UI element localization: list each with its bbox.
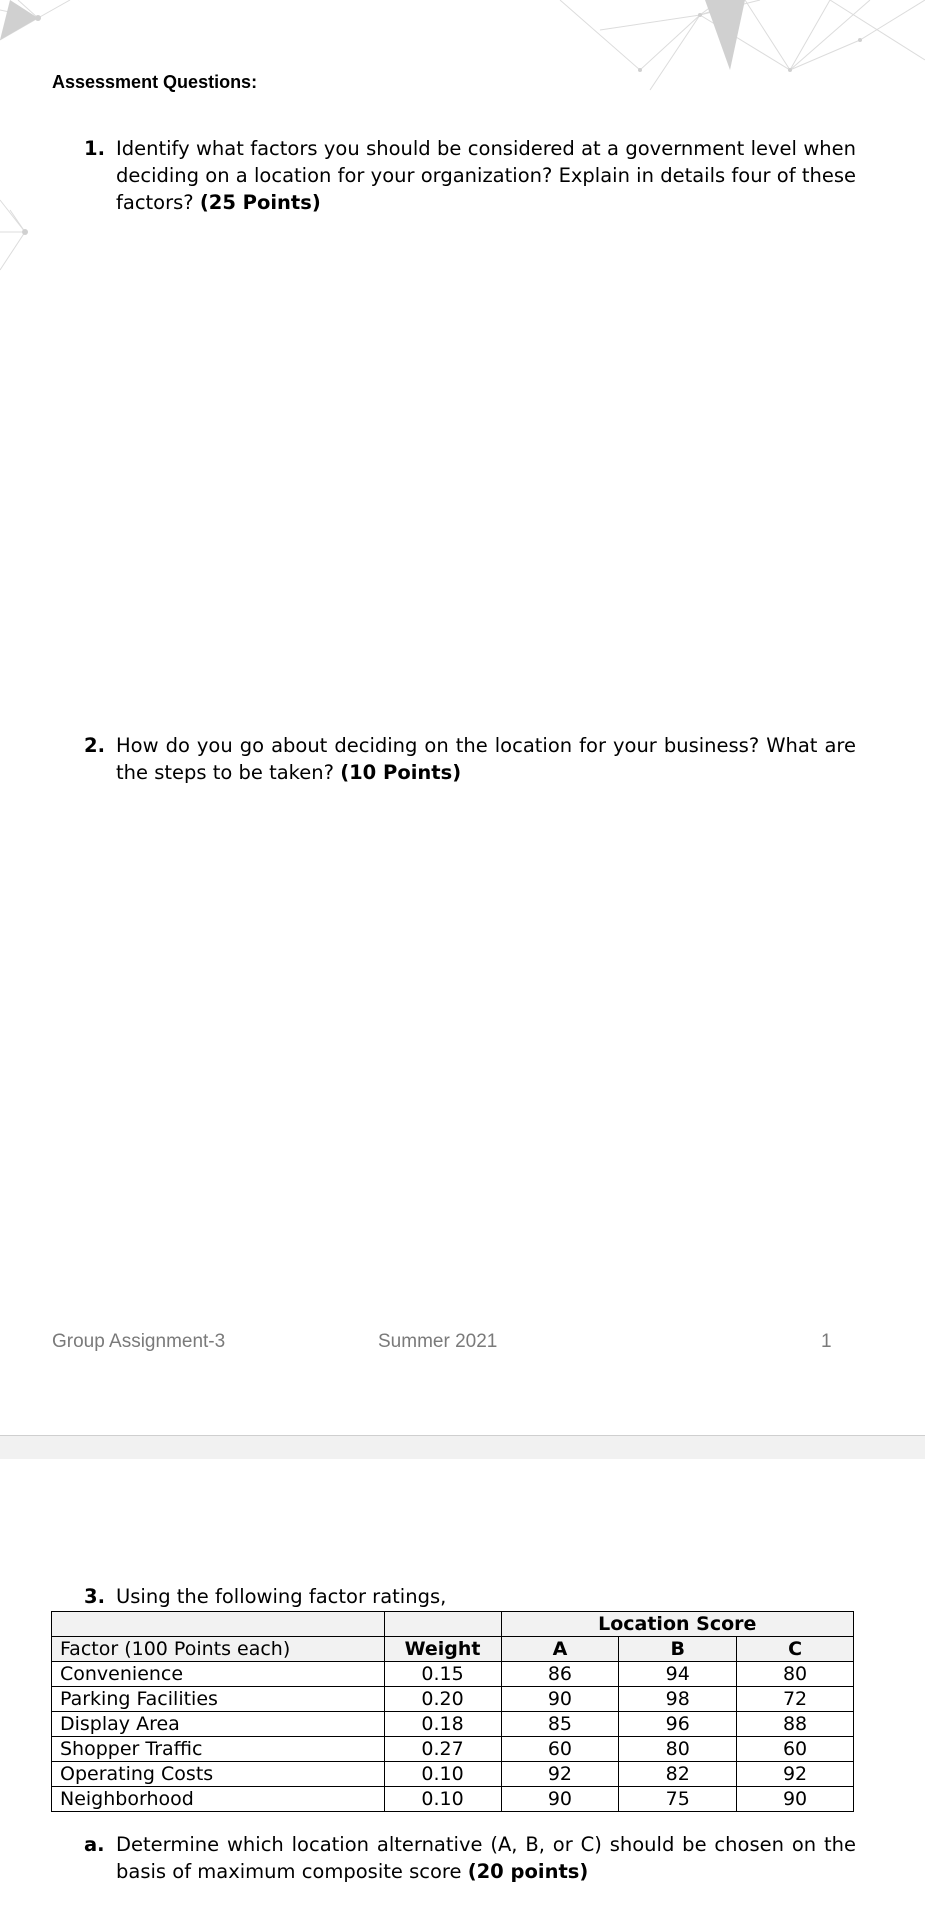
question-number: 1. — [84, 137, 105, 160]
score-a-cell: 60 — [501, 1737, 619, 1762]
question-points: (10 Points) — [340, 761, 462, 784]
table-cell-empty — [52, 1612, 385, 1637]
factor-cell: Display Area — [52, 1712, 385, 1737]
weight-cell: 0.27 — [384, 1737, 501, 1762]
page-separator — [0, 1435, 925, 1460]
factor-cell: Neighborhood — [52, 1787, 385, 1812]
column-header-factor: Factor (100 Points each) — [52, 1637, 385, 1662]
factor-cell: Shopper Traffic — [52, 1737, 385, 1762]
column-header-a: A — [501, 1637, 619, 1662]
question-3 — [84, 1583, 447, 1610]
score-c-cell: 90 — [737, 1787, 854, 1812]
column-header-weight: Weight — [384, 1637, 501, 1662]
section-heading: Assessment Questions: — [52, 72, 258, 92]
question-number: 2. — [84, 734, 105, 757]
footer-assignment-name: Group Assignment-3 — [52, 1331, 226, 1352]
question-2 — [84, 732, 856, 786]
score-b-cell: 94 — [619, 1662, 737, 1687]
weight-cell: 0.20 — [384, 1687, 501, 1712]
table-row — [52, 1712, 854, 1737]
question-1 — [84, 135, 856, 216]
score-c-cell: 60 — [737, 1737, 854, 1762]
location-score-header: Location Score — [501, 1612, 853, 1637]
score-c-cell: 88 — [737, 1712, 854, 1737]
table-row — [52, 1737, 854, 1762]
weight-cell: 0.10 — [384, 1787, 501, 1812]
score-a-cell: 90 — [501, 1787, 619, 1812]
score-a-cell: 86 — [501, 1662, 619, 1687]
column-header-b: B — [619, 1637, 737, 1662]
question-points: (25 Points) — [199, 191, 321, 214]
score-a-cell: 92 — [501, 1762, 619, 1787]
table-group-header-row — [52, 1612, 854, 1637]
footer-page-number: 1 — [821, 1331, 832, 1352]
question-points: (20 points) — [467, 1860, 589, 1883]
question-number: a. — [84, 1833, 105, 1856]
score-b-cell: 82 — [619, 1762, 737, 1787]
footer-term: Summer 2021 — [378, 1331, 498, 1352]
question-text: Identify what factors you should be considered at a government level when deciding on a location for your organization? Explain in details four of these factors? — [116, 137, 856, 214]
weight-cell: 0.10 — [384, 1762, 501, 1787]
question-number: 3. — [84, 1585, 105, 1608]
table-row — [52, 1662, 854, 1687]
table-row — [52, 1787, 854, 1812]
question-3a — [84, 1831, 856, 1885]
weight-cell: 0.15 — [384, 1662, 501, 1687]
score-c-cell: 92 — [737, 1762, 854, 1787]
table-header-row — [52, 1637, 854, 1662]
table-row — [52, 1687, 854, 1712]
score-b-cell: 75 — [619, 1787, 737, 1812]
question-text: Using the following factor ratings, — [116, 1585, 447, 1608]
table-row — [52, 1762, 854, 1787]
score-b-cell: 80 — [619, 1737, 737, 1762]
question-text: Determine which location alternative (A, B, or C) should be chosen on the basis of maximum composite score — [116, 1833, 856, 1883]
score-c-cell: 72 — [737, 1687, 854, 1712]
score-a-cell: 85 — [501, 1712, 619, 1737]
score-b-cell: 96 — [619, 1712, 737, 1737]
weight-cell: 0.18 — [384, 1712, 501, 1737]
factor-cell: Parking Facilities — [52, 1687, 385, 1712]
score-a-cell: 90 — [501, 1687, 619, 1712]
factor-ratings-table — [51, 1611, 854, 1812]
factor-cell: Operating Costs — [52, 1762, 385, 1787]
column-header-c: C — [737, 1637, 854, 1662]
score-b-cell: 98 — [619, 1687, 737, 1712]
factor-cell: Convenience — [52, 1662, 385, 1687]
question-text: How do you go about deciding on the location for your business? What are the steps to be taken? — [116, 734, 856, 784]
table-cell-empty — [384, 1612, 501, 1637]
score-c-cell: 80 — [737, 1662, 854, 1687]
